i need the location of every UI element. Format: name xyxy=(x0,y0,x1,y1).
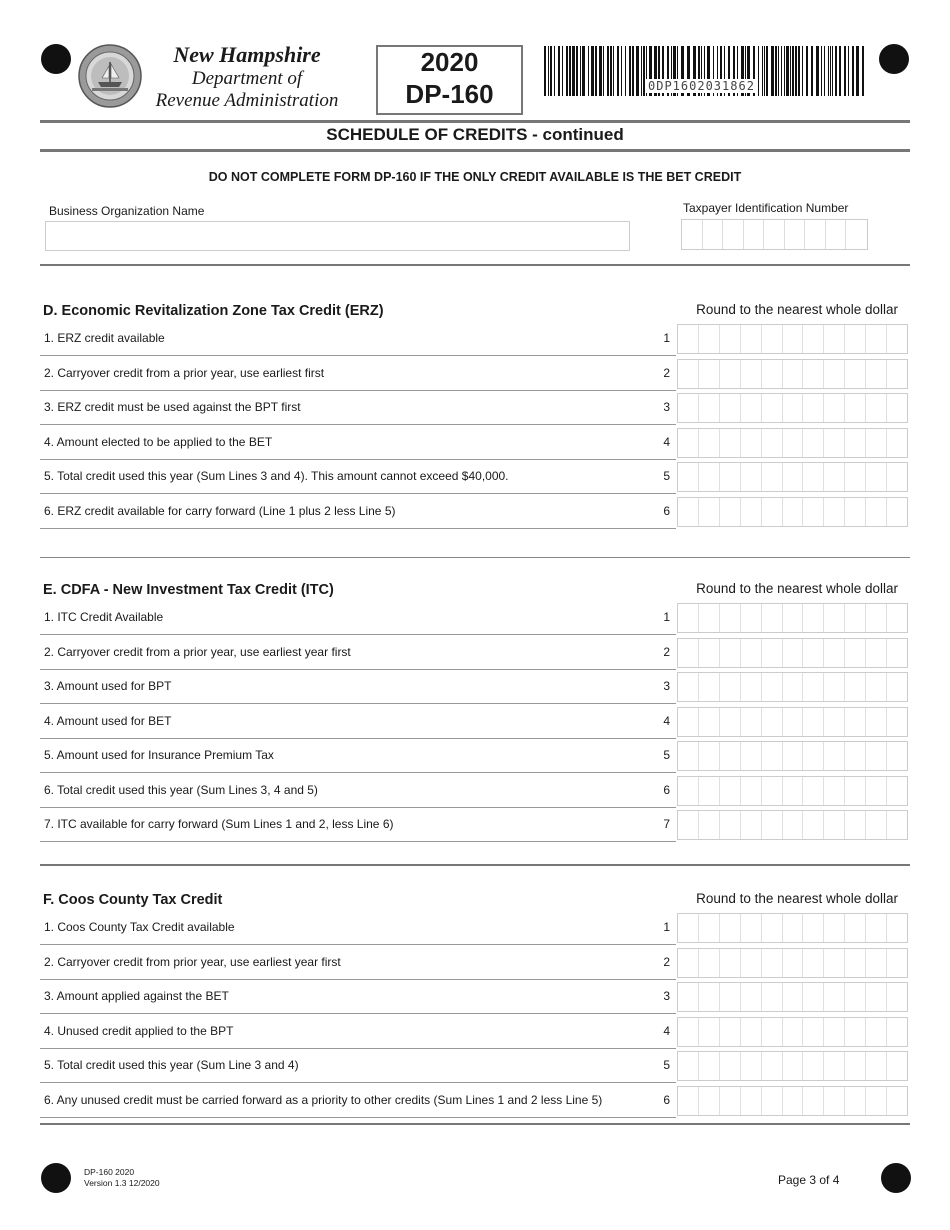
amount-input[interactable] xyxy=(677,948,908,978)
section-title: E. CDFA - New Investment Tax Credit (ITC) xyxy=(43,582,334,598)
registration-mark-top-right xyxy=(879,44,909,74)
section-d-rule xyxy=(40,557,910,558)
header-rule-top xyxy=(40,120,910,123)
page-title: SCHEDULE OF CREDITS - continued xyxy=(326,125,624,144)
line-number: 6 xyxy=(663,782,670,797)
header-rule-bottom xyxy=(40,149,910,152)
footer-form-id: DP-160 2020 xyxy=(84,1167,135,1177)
line-description: 5. Total credit used this year (Sum Line 3 and 4) xyxy=(44,1058,299,1072)
form-line xyxy=(40,1084,676,1118)
form-line xyxy=(40,636,676,670)
page-number: Page 3 of 4 xyxy=(778,1173,840,1187)
amount-input[interactable] xyxy=(677,324,908,354)
footer-form-info xyxy=(84,1167,160,1189)
form-line xyxy=(40,601,676,635)
form-line xyxy=(40,705,676,739)
line-description: 6. Any unused credit must be carried forward as a priority to other credits (Sum Lines 1 and 2 less Line 5) xyxy=(44,1092,603,1107)
warning-notice: DO NOT COMPLETE FORM DP-160 IF THE ONLY CREDIT AVAILABLE IS THE BET CREDIT xyxy=(208,170,742,184)
agency-name xyxy=(140,42,354,112)
form-line xyxy=(40,495,676,529)
line-description: 1. ITC Credit Available xyxy=(44,610,164,624)
amount-input[interactable] xyxy=(677,497,908,527)
form-line xyxy=(40,739,676,773)
section-f-coos xyxy=(40,889,910,1121)
form-line xyxy=(40,1015,676,1049)
amount-input[interactable] xyxy=(677,428,908,458)
line-number: 2 xyxy=(663,954,670,969)
section-f-rule xyxy=(40,1123,910,1125)
line-description: 2. Carryover credit from prior year, use earliest year first xyxy=(44,954,341,969)
line-description: 7. ITC available for carry forward (Sum Lines 1 and 2, less Line 6) xyxy=(44,817,394,831)
line-number: 3 xyxy=(663,679,670,693)
form-number: DP-160 xyxy=(405,79,494,109)
line-number: 3 xyxy=(663,400,670,414)
info-rule xyxy=(40,264,910,266)
section-title: F. Coos County Tax Credit xyxy=(43,892,223,908)
line-description: 5. Total credit used this year (Sum Lines 3 and 4). This amount cannot exceed $40,000. xyxy=(44,469,509,483)
line-number: 6 xyxy=(663,1092,670,1107)
form-line xyxy=(40,322,676,356)
registration-mark-top-left xyxy=(41,44,71,74)
amount-input[interactable] xyxy=(677,982,908,1012)
amount-input[interactable] xyxy=(677,1017,908,1047)
amount-input[interactable] xyxy=(677,776,908,806)
form-line xyxy=(40,808,676,842)
state-seal-icon xyxy=(78,44,142,108)
form-line xyxy=(40,391,676,425)
line-number: 4 xyxy=(663,434,670,449)
tin-label: Taxpayer Identification Number xyxy=(683,201,849,215)
line-number: 6 xyxy=(663,503,670,518)
form-id-box xyxy=(376,45,523,115)
line-description: 1. Coos County Tax Credit available xyxy=(44,920,235,934)
amount-input[interactable] xyxy=(677,810,908,840)
amount-input[interactable] xyxy=(677,741,908,771)
amount-input[interactable] xyxy=(677,393,908,423)
section-e-rule xyxy=(40,864,910,866)
line-number: 1 xyxy=(663,610,670,624)
section-e-itc xyxy=(40,579,910,849)
line-number: 4 xyxy=(663,713,670,728)
tin-input[interactable] xyxy=(681,219,868,250)
line-description: 4. Amount elected to be applied to the BET xyxy=(44,434,273,449)
form-line xyxy=(40,1049,676,1083)
form-line xyxy=(40,426,676,460)
amount-input[interactable] xyxy=(677,1086,908,1116)
business-name-label: Business Organization Name xyxy=(49,204,205,218)
line-description: 1. ERZ credit available xyxy=(44,331,165,345)
line-description: 5. Amount used for Insurance Premium Tax xyxy=(44,748,274,762)
section-d-erz xyxy=(40,300,910,540)
agency-line-1: New Hampshire xyxy=(173,42,321,67)
agency-line-3: Revenue Administration xyxy=(155,90,339,111)
line-description: 6. ERZ credit available for carry forward (Line 1 plus 2 less Line 5) xyxy=(44,503,396,518)
line-description: 3. Amount used for BPT xyxy=(44,679,172,693)
form-line xyxy=(40,357,676,391)
barcode-text: 0DP1602031862 xyxy=(648,79,755,93)
line-description: 3. Amount applied against the BET xyxy=(44,989,229,1003)
amount-input[interactable] xyxy=(677,462,908,492)
amount-input[interactable] xyxy=(677,603,908,633)
line-number: 2 xyxy=(663,644,670,659)
form-line xyxy=(40,670,676,704)
round-note: Round to the nearest whole dollar xyxy=(696,302,898,317)
line-number: 5 xyxy=(663,469,670,483)
form-line xyxy=(40,774,676,808)
line-number: 1 xyxy=(663,920,670,934)
amount-input[interactable] xyxy=(677,1051,908,1081)
line-number: 3 xyxy=(663,989,670,1003)
line-number: 7 xyxy=(663,817,670,831)
amount-input[interactable] xyxy=(677,672,908,702)
line-description: 4. Unused credit applied to the BPT xyxy=(44,1023,234,1038)
line-number: 5 xyxy=(663,1058,670,1072)
amount-input[interactable] xyxy=(677,638,908,668)
line-description: 3. ERZ credit must be used against the BPT first xyxy=(44,400,301,414)
form-line xyxy=(40,946,676,980)
form-line xyxy=(40,460,676,494)
line-description: 4. Amount used for BET xyxy=(44,713,172,728)
amount-input[interactable] xyxy=(677,359,908,389)
form-year: 2020 xyxy=(420,47,479,77)
line-number: 4 xyxy=(663,1023,670,1038)
round-note: Round to the nearest whole dollar xyxy=(696,581,898,596)
amount-input[interactable] xyxy=(677,913,908,943)
line-number: 5 xyxy=(663,748,670,762)
business-name-input[interactable] xyxy=(45,221,630,251)
section-title: D. Economic Revitalization Zone Tax Credit (ERZ) xyxy=(43,303,384,319)
round-note: Round to the nearest whole dollar xyxy=(696,891,898,906)
line-number: 1 xyxy=(663,331,670,345)
line-description: 2. Carryover credit from a prior year, use earliest year first xyxy=(44,644,351,659)
amount-input[interactable] xyxy=(677,707,908,737)
line-number: 2 xyxy=(663,365,670,380)
form-line xyxy=(40,911,676,945)
registration-mark-bottom-right xyxy=(881,1163,911,1193)
form-line xyxy=(40,980,676,1014)
footer-version: Version 1.3 12/2020 xyxy=(84,1178,160,1188)
line-description: 2. Carryover credit from a prior year, use earliest first xyxy=(44,365,325,380)
agency-line-2: Department of xyxy=(191,68,303,89)
line-description: 6. Total credit used this year (Sum Lines 3, 4 and 5) xyxy=(44,782,318,797)
registration-mark-bottom-left xyxy=(41,1163,71,1193)
